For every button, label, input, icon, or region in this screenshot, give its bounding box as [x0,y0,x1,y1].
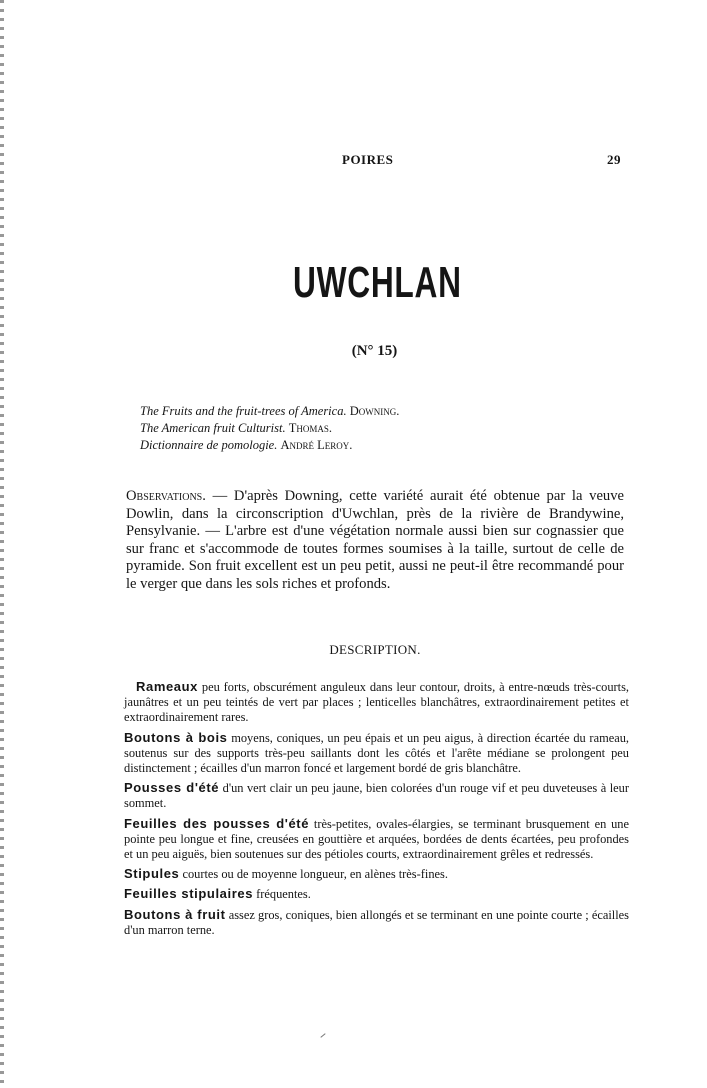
variety-number: (N° 15) [351,343,398,359]
page-number: 29 [607,152,621,167]
observations-text: — D'après Downing, cette variété aurait été obtenue par la veuve Dowlin, dans la circonscription d'Uwchlan, près de la rivière de Brandywine, Pensylvanie. — L'arbre est d'une végétation normale aussi bien sur cognassier que sur franc et s'accommode de toutes formes soumises à la taille, surtout de celle de pyramide. Son fruit excellent est un peu petit, aussi ne peut-il être recommandé pour le verger que dans les sols riches et profonds. [126,488,624,592]
reference-item [140,437,600,454]
description-text: d'un vert clair un peu jaune, bien colorées d'un rouge vif et peu duveteuses à leur sommet. [124,781,629,811]
running-head [0,152,707,172]
description-entry [124,907,629,938]
description-entry [124,886,629,902]
description-term: Pousses d'été [124,780,220,796]
observations-paragraph [126,488,624,594]
description-entry [124,679,629,726]
description-term: Boutons à fruit [124,906,226,922]
description-section [124,679,629,942]
description-term: Stipules [124,866,180,882]
page-title: UWCHLAN [293,258,462,307]
stray-ink-mark [320,1033,325,1038]
reference-author: André Leroy. [280,438,353,452]
description-heading: DESCRIPTION. [329,642,421,657]
reference-title: The Fruits and the fruit-trees of America. [140,404,347,418]
running-head-title: POIRES [342,152,394,167]
description-text: peu forts, obscurément anguleux dans leur contour, droits, à entre-nœuds très-courts, jaunâtres et un peu teintés de vert par places ; lenticelles blanchâtres, extraordinairement petites et extraordinairement rares. [124,680,629,725]
description-text: assez gros, coniques, bien allongés et se terminant en une pointe courte ; écailles d'un marron terne. [124,907,629,937]
reference-item [140,420,600,437]
description-text: fréquentes. [253,887,311,902]
description-text: moyens, coniques, un peu épais et un peu aigus, à direction écartée du rameau, soutenus sur des supports très-peu saillants dont les côtés et l'arête médiane se prolongent peu distinctement ; écailles d'un marron foncé et largement bordé de gris blanchâtre. [124,730,629,776]
reference-title: The American fruit Culturist. [140,421,286,435]
description-term: Feuilles des pousses d'été [124,815,310,831]
reference-author: Downing. [349,404,400,418]
bibliographic-references [140,403,600,454]
description-term: Rameaux [136,679,199,694]
observations-label: Observations. [126,488,206,504]
description-text: très-petites, ovales-élargies, se terminant brusquement en une pointe peu longue et fine, creusées en gouttière et arquées, bordées de dents écartées, peu profondes et un peu aiguës, bien soutenues sur des pétioles courts, extraordinairement grêles et redressés. [124,816,630,862]
description-entry [124,866,629,882]
description-term: Feuilles stipulaires [124,886,254,902]
description-entry [124,730,629,777]
description-text: courtes ou de moyenne longueur, en alènes très-fines. [179,867,448,882]
reference-author: Thomas. [288,421,333,435]
description-term: Boutons à bois [124,729,228,745]
description-entry [124,780,629,811]
description-entry [124,816,629,863]
reference-title: Dictionnaire de pomologie. [140,438,278,452]
reference-item [140,403,600,420]
